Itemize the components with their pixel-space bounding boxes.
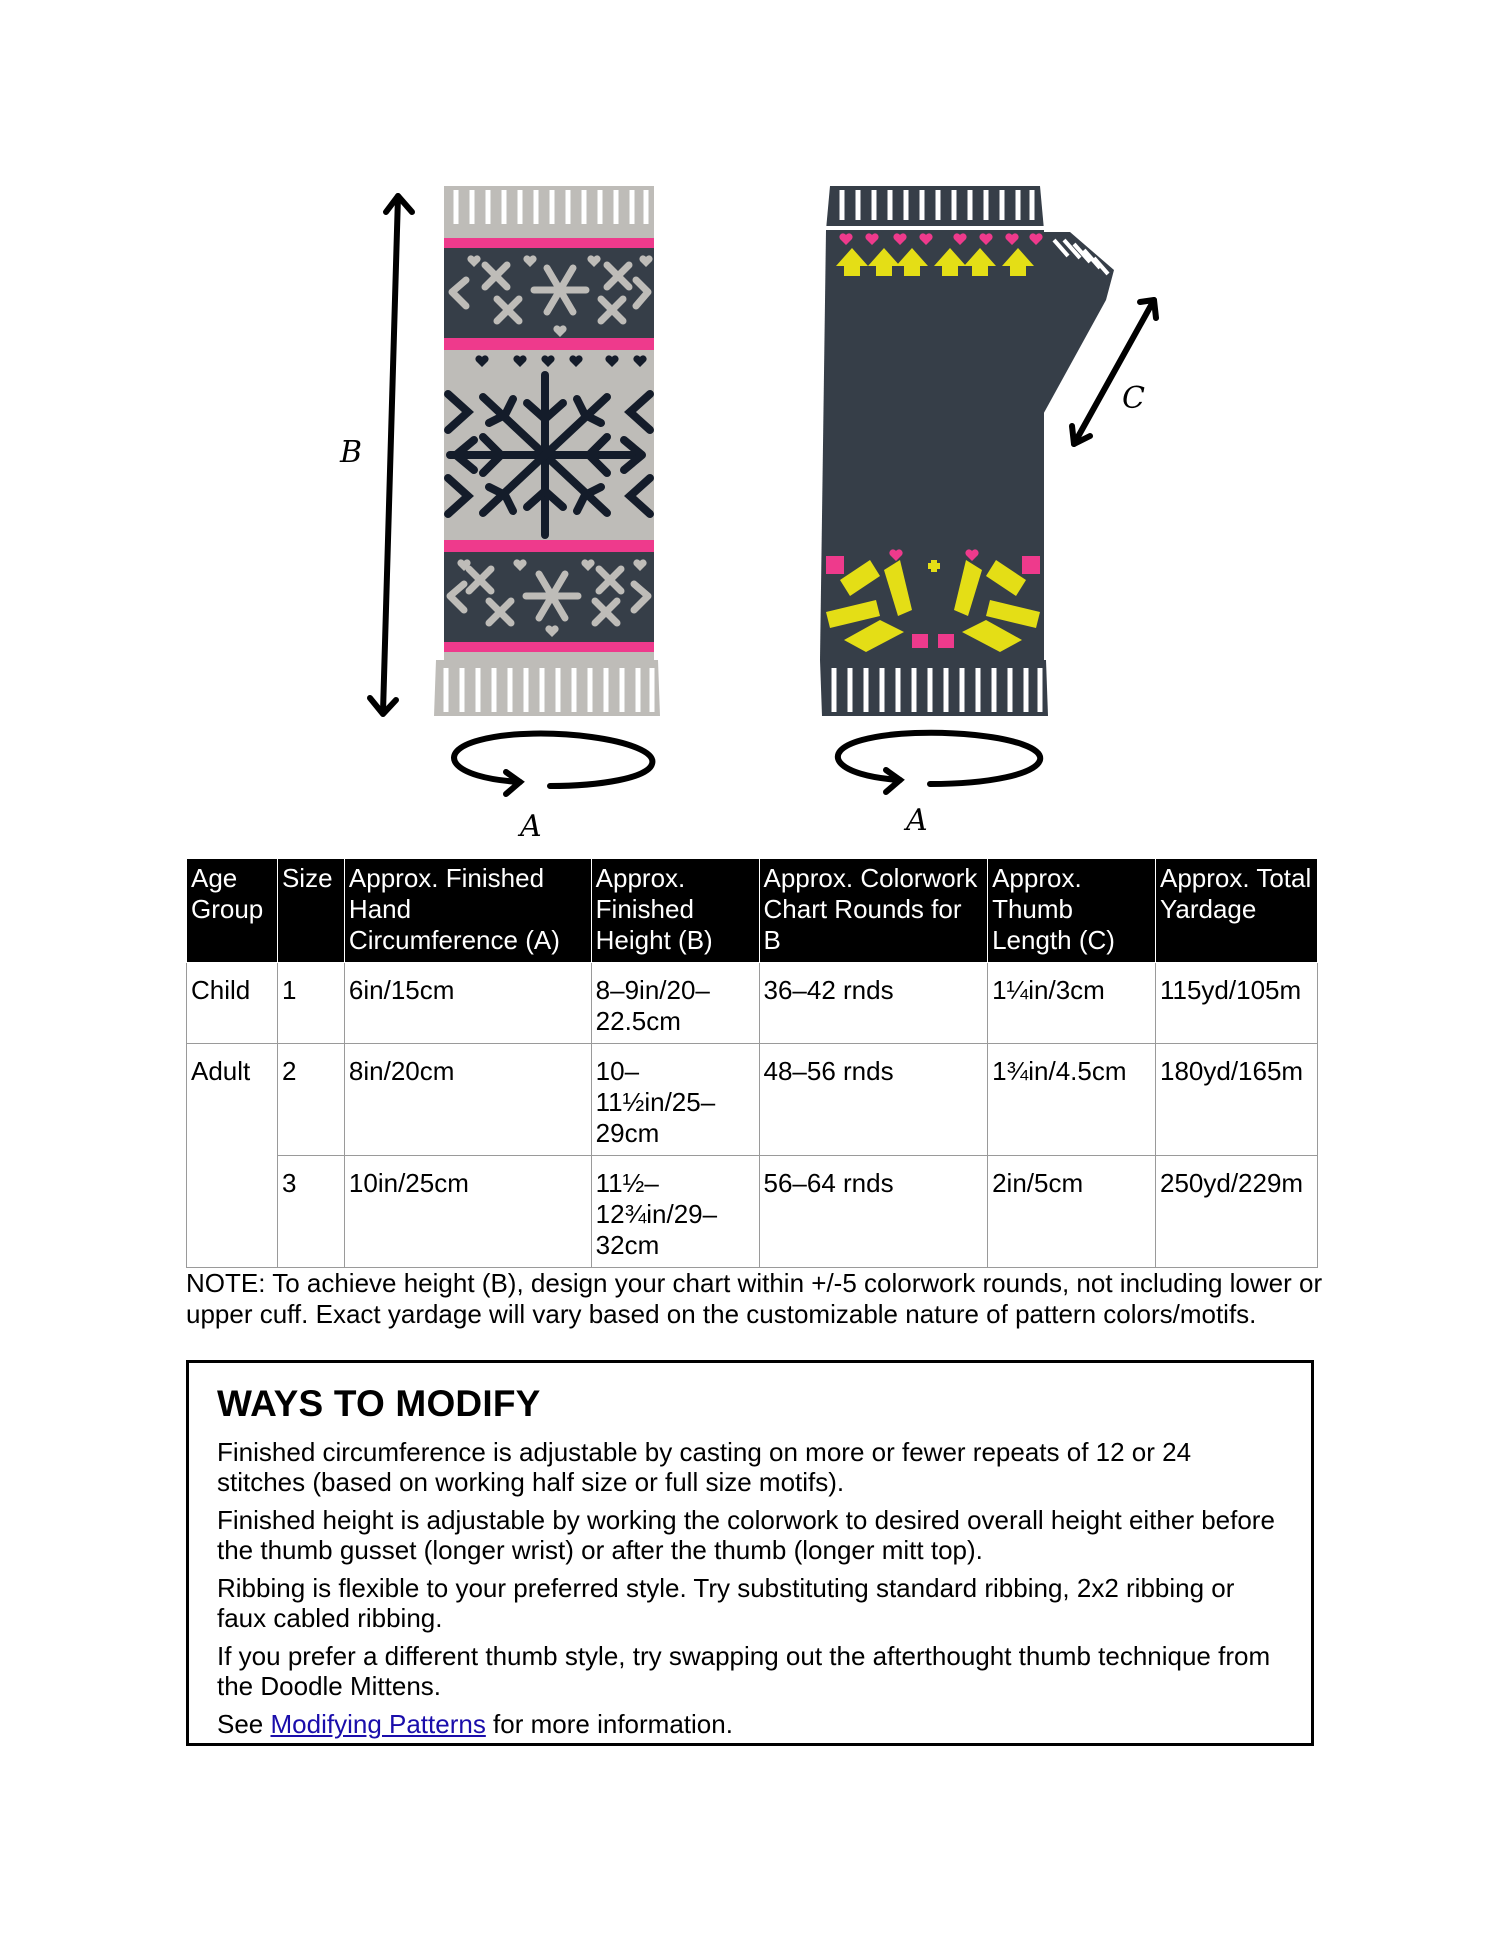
cell-thumb: 2in/5cm	[988, 1156, 1156, 1268]
modify-paragraph: Finished circumference is adjustable by casting on more or fewer repeats of 12 or 24 stitches (based on working half size or full size motifs).	[217, 1437, 1192, 1497]
cell-circumference: 8in/20cm	[344, 1044, 591, 1156]
see-more-line	[217, 1709, 1285, 1739]
circumference-a-arrow-right	[838, 733, 1040, 792]
header-rounds: Approx. Colorwork Chart Rounds for B	[759, 859, 988, 963]
header-size: Size	[277, 859, 344, 963]
cell-thumb: 1¼in/3cm	[988, 963, 1156, 1044]
cell-height: 8–9in/20–22.5cm	[591, 963, 759, 1044]
size-table	[186, 858, 1318, 1268]
cell-rounds: 36–42 rnds	[759, 963, 988, 1044]
modify-paragraph: Finished height is adjustable by working the colorwork to desired overall height either before the thumb gusset (longer wrist) or after the thumb (longer mitt top).	[217, 1505, 1275, 1565]
cell-size: 2	[277, 1044, 344, 1156]
see-suffix: for more information.	[485, 1709, 733, 1739]
cell-rounds: 56–64 rnds	[759, 1156, 988, 1268]
label-b: B	[340, 435, 363, 470]
cell-age-group: Child	[187, 963, 278, 1044]
cell-size: 1	[277, 963, 344, 1044]
table-row	[187, 1156, 1318, 1268]
table-note: NOTE: To achieve height (B), design your chart within +/-5 colorwork rounds, not including lower or upper cuff. Exact yardage will vary based on the customizable nature of pattern colors/motifs.	[186, 1268, 1323, 1329]
table-row	[187, 963, 1318, 1044]
right-mitt	[820, 186, 1114, 716]
table-row	[187, 1044, 1318, 1156]
modifying-patterns-link[interactable]: Modifying Patterns	[270, 1709, 486, 1739]
cell-height: 10–11½in/25–29cm	[591, 1044, 759, 1156]
header-height: Approx. Finished Height (B)	[591, 859, 759, 963]
circumference-a-arrow-left	[454, 734, 652, 794]
modify-paragraph: Ribbing is flexible to your preferred style. Try substituting standard ribbing, 2x2 ribbing or faux cabled ribbing.	[217, 1573, 1235, 1633]
cell-yardage: 115yd/105m	[1155, 963, 1317, 1044]
cell-circumference: 6in/15cm	[344, 963, 591, 1044]
cell-size: 3	[277, 1156, 344, 1268]
modify-title: WAYS TO MODIFY	[217, 1383, 541, 1424]
header-age-group: Age Group	[187, 859, 278, 963]
cell-circumference: 10in/25cm	[344, 1156, 591, 1268]
cell-yardage: 180yd/165m	[1155, 1044, 1317, 1156]
header-yardage: Approx. Total Yardage	[1155, 859, 1317, 963]
mitts-illustration	[0, 0, 1500, 850]
left-mitt	[434, 186, 660, 716]
cell-yardage: 250yd/229m	[1155, 1156, 1317, 1268]
cell-height: 11½–12¾in/29–32cm	[591, 1156, 759, 1268]
table-header-row	[187, 859, 1318, 963]
ways-to-modify-box	[186, 1360, 1314, 1746]
cell-rounds: 48–56 rnds	[759, 1044, 988, 1156]
see-prefix: See	[217, 1709, 271, 1739]
modify-paragraph: If you prefer a different thumb style, try swapping out the afterthought thumb technique from the Doodle Mittens.	[217, 1641, 1271, 1701]
label-c: C	[1122, 381, 1145, 416]
header-circumference: Approx. Finished Hand Circumference (A)	[344, 859, 591, 963]
label-a-right: A	[906, 803, 928, 838]
height-b-arrow	[370, 196, 412, 714]
cell-thumb: 1¾in/4.5cm	[988, 1044, 1156, 1156]
cell-age-group: Adult	[187, 1044, 278, 1268]
label-a-left: A	[520, 809, 542, 844]
header-thumb: Approx. Thumb Length (C)	[988, 859, 1156, 963]
